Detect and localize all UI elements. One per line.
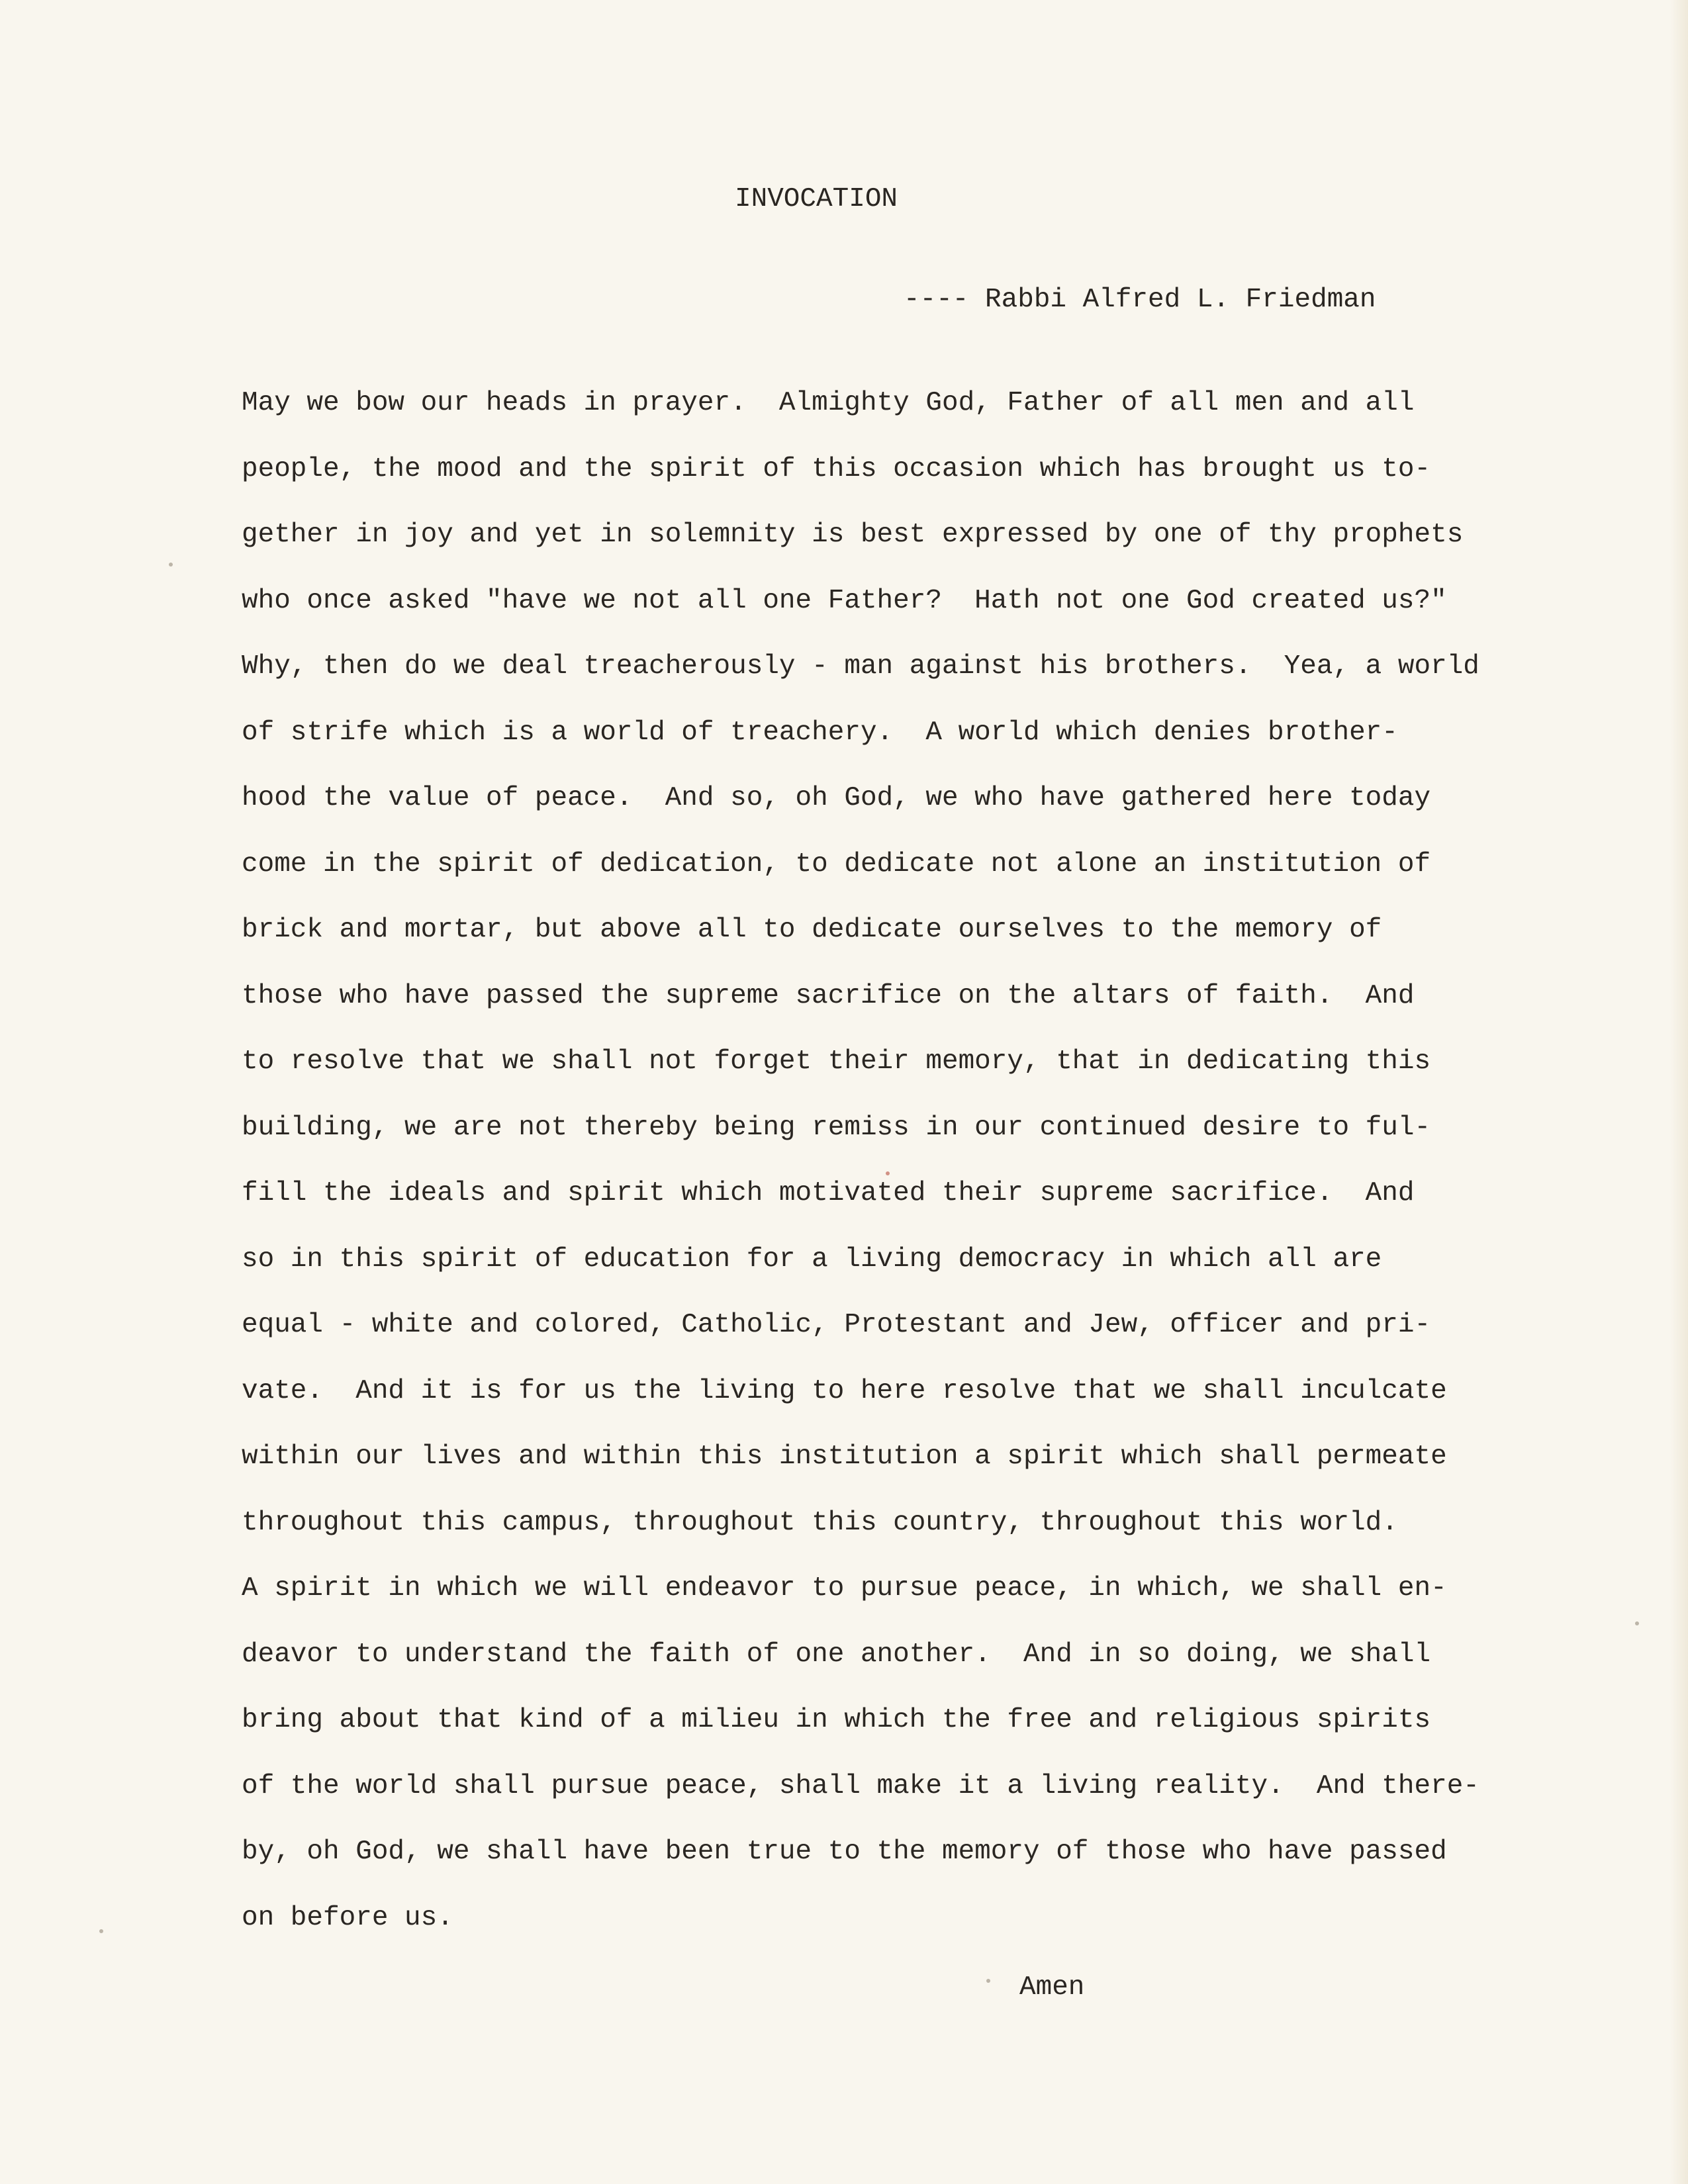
body-line: of the world shall pursue peace, shall make it a living reality. And there- bbox=[242, 1770, 1479, 1801]
paper-speck bbox=[169, 563, 173, 567]
body-line: bring about that kind of a milieu in which the free and religious spirits bbox=[242, 1705, 1431, 1735]
paper-speck bbox=[1635, 1621, 1639, 1625]
body-line: A spirit in which we will endeavor to pursue peace, in which, we shall en- bbox=[242, 1573, 1447, 1604]
body-line: Why, then do we deal treacherously - man against his brothers. Yea, a world bbox=[242, 651, 1479, 682]
body-line: of strife which is a world of treachery. A world which denies brother- bbox=[242, 717, 1398, 748]
closing-amen: Amen bbox=[1019, 1972, 1085, 2003]
body-line: throughout this campus, throughout this country, throughout this world. bbox=[242, 1507, 1398, 1538]
body-line: equal - white and colored, Catholic, Protestant and Jew, officer and pri- bbox=[242, 1310, 1431, 1340]
body-line: deavor to understand the faith of one another. And in so doing, we shall bbox=[242, 1639, 1431, 1670]
body-line: come in the spirit of dedication, to dedicate not alone an institution of bbox=[242, 848, 1431, 880]
body-line: vate. And it is for us the living to here resolve that we shall inculcate bbox=[242, 1375, 1447, 1406]
body-line: to resolve that we shall not forget their memory, that in dedicating this bbox=[242, 1046, 1431, 1077]
author-attribution: ---- Rabbi Alfred L. Friedman bbox=[904, 285, 1376, 315]
body-line: fill the ideals and spirit which motivated their supreme sacrifice. And bbox=[242, 1178, 1415, 1208]
paper-speck bbox=[99, 1929, 103, 1933]
body-line: within our lives and within this institution a spirit which shall permeate bbox=[242, 1441, 1447, 1472]
page-edge-shadow bbox=[1669, 0, 1688, 2184]
body-line: those who have passed the supreme sacrifice on the altars of faith. And bbox=[242, 980, 1415, 1011]
paper-speck bbox=[986, 1979, 990, 1983]
body-line: building, we are not thereby being remiss in our continued desire to ful- bbox=[242, 1112, 1431, 1143]
body-line: May we bow our heads in prayer. Almighty God, Father of all men and all bbox=[242, 388, 1415, 418]
body-line: gether in joy and yet in solemnity is best expressed by one of thy prophets bbox=[242, 520, 1464, 550]
body-line: so in this spirit of education for a living democracy in which all are bbox=[242, 1244, 1382, 1275]
body-line: by, oh God, we shall have been true to the memory of those who have passed bbox=[242, 1837, 1447, 1867]
body-line: people, the mood and the spirit of this occasion which has brought us to- bbox=[242, 453, 1431, 484]
body-line: on before us. bbox=[242, 1902, 453, 1933]
invocation-body bbox=[242, 385, 1519, 1966]
document-title: INVOCATION bbox=[735, 184, 898, 214]
body-line: brick and mortar, but above all to dedicate ourselves to the memory of bbox=[242, 915, 1382, 945]
body-line: who once asked "have we not all one Father? Hath not one God created us?" bbox=[242, 585, 1447, 616]
body-line: hood the value of peace. And so, oh God, we who have gathered here today bbox=[242, 783, 1431, 813]
